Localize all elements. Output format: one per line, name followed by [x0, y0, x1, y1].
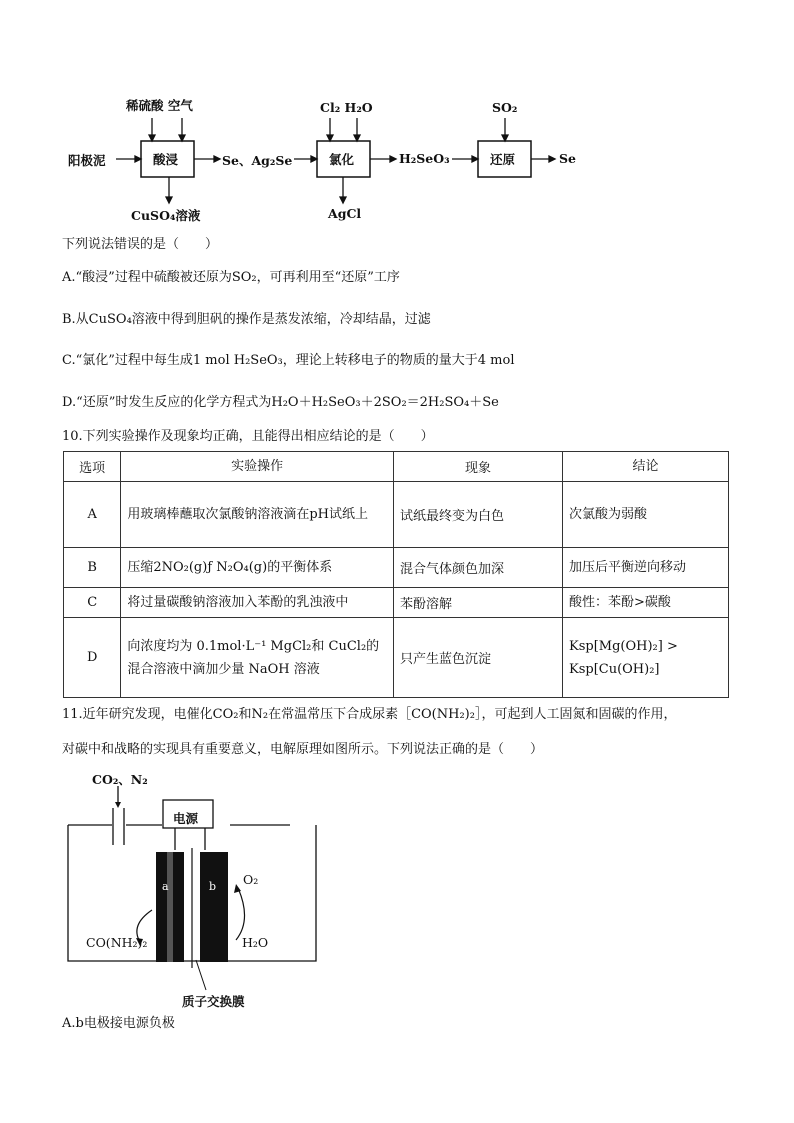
row-key: C — [64, 588, 121, 618]
diagram-product-b-bottom: H₂O — [242, 935, 269, 950]
table-header: 实验操作 — [121, 452, 394, 482]
row-operation: 向浓度均为 0.1mol·L⁻¹ MgCl₂和 CuCl₂的混合溶液中滴加少量 NaOH 溶液 — [121, 618, 394, 698]
electrode-a-label: a — [162, 880, 169, 893]
table-header: 结论 — [562, 452, 728, 482]
diagram-product-b-top: O₂ — [243, 872, 259, 887]
q11-question-line-1: 11.近年研究发现，电催化CO₂和N₂在常温常压下合成尿素［CO(NH₂)₂］，可起到人工固氮和固碳的作用， — [62, 707, 677, 722]
diagram-power-label: 电源 — [173, 811, 199, 826]
flow-byproduct-1: CuSO₄溶液 — [131, 208, 201, 223]
q10-question: 10.下列实验操作及现象均正确，且能得出相应结论的是（ ） — [62, 429, 434, 444]
flow-box-2-label: 氯化 — [329, 152, 355, 167]
table-row — [64, 548, 729, 588]
q9-option-c: C.“氯化”过程中每生成1 mol H₂SeO₃，理论上转移电子的物质的量大于4 mol — [62, 353, 515, 368]
electrolysis-diagram — [0, 760, 360, 1010]
row-operation: 压缩2NO₂(g)ƒ N₂O₄(g)的平衡体系 — [121, 548, 394, 588]
diagram-membrane-label: 质子交换膜 — [182, 994, 245, 1009]
flow-byproduct-2: AgCl — [328, 206, 362, 221]
row-operation: 用玻璃棒蘸取次氯酸钠溶液滴在pH试纸上 — [121, 482, 394, 548]
flow-reagents-1: 稀硫酸 空气 — [126, 98, 193, 113]
table-row — [64, 588, 729, 618]
flow-box-3-label: 还原 — [490, 152, 516, 167]
electrode-b — [200, 852, 228, 962]
row-phenomenon: 只产生蓝色沉淀 — [393, 618, 562, 698]
row-conclusion: 加压后平衡逆向移动 — [562, 548, 728, 588]
electrode-b-label: b — [209, 880, 217, 893]
row-phenomenon: 苯酚溶解 — [393, 588, 562, 618]
row-conclusion: 次氯酸为弱酸 — [562, 482, 728, 548]
flow-box-1-label: 酸浸 — [153, 152, 179, 167]
q11-question-line-2: 对碳中和战略的实现具有重要意义，电解原理如图所示。下列说法正确的是（ ） — [62, 742, 544, 757]
process-flowchart — [0, 0, 794, 230]
row-key: A — [64, 482, 121, 548]
row-phenomenon: 混合气体颜色加深 — [393, 548, 562, 588]
flow-reagents-2: Cl₂ H₂O — [320, 100, 373, 115]
arrow-b — [236, 888, 245, 940]
q10-table — [63, 451, 729, 698]
flow-reagents-3: SO₂ — [492, 100, 518, 115]
row-conclusion: 酸性：苯酚>碳酸 — [562, 588, 728, 618]
q9-question: 下列说法错误的是（ ） — [62, 237, 219, 252]
flow-start: 阳极泥 — [68, 153, 106, 168]
row-phenomenon: 试纸最终变为白色 — [393, 482, 562, 548]
table-header: 现象 — [393, 452, 562, 482]
row-key: B — [64, 548, 121, 588]
q11-option-a: A.b电极接电源负极 — [62, 1016, 175, 1031]
table-header-row — [64, 452, 729, 482]
q9-option-d: D.“还原”时发生反应的化学方程式为H₂O＋H₂SeO₃＋2SO₂＝2H₂SO₄＋Se — [62, 395, 499, 410]
row-key: D — [64, 618, 121, 698]
flow-product: Se — [559, 151, 576, 166]
diagram-inlet-label: CO₂、N₂ — [92, 772, 148, 787]
row-operation: 将过量碳酸钠溶液加入苯酚的乳浊液中 — [121, 588, 394, 618]
row-conclusion: Ksp[Mg(OH)₂] > Ksp[Cu(OH)₂] — [562, 618, 728, 698]
q9-option-b: B.从CuSO₄溶液中得到胆矾的操作是蒸发浓缩，冷却结晶，过滤 — [62, 312, 431, 327]
diagram-product-a: CO(NH₂)₂ — [86, 935, 148, 950]
table-header: 选项 — [64, 452, 121, 482]
q9-option-a: A.“酸浸”过程中硫酸被还原为SO₂，可再利用至“还原”工序 — [62, 270, 400, 285]
flow-mid-1: Se、Ag₂Se — [222, 153, 293, 168]
flow-mid-2: H₂SeO₃ — [399, 151, 450, 166]
table-row — [64, 482, 729, 548]
table-row — [64, 618, 729, 698]
